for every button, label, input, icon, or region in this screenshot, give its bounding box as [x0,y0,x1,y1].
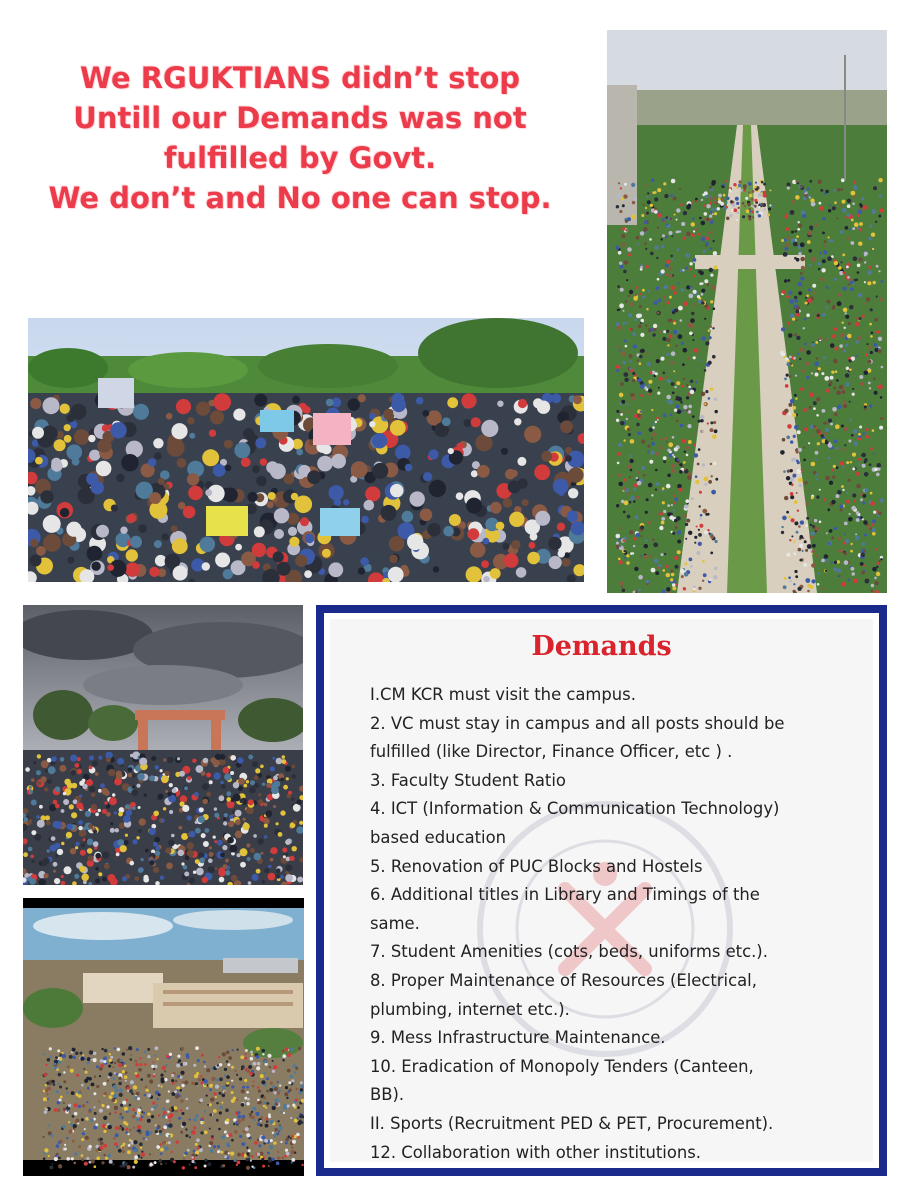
demands-title: Demands [531,631,672,662]
demands-list [370,681,870,1167]
demand-item: 5. Renovation of PUC Blocks and Hostels [370,856,703,876]
demand-item: 6. Additional titles in Library and Timings of the [370,885,760,905]
protest-crowd-photo [28,318,584,582]
campus-gate-crowd-photo [23,605,303,885]
demand-item: fulfilled (like Director, Finance Officer, etc ) . [370,742,733,762]
demand-item: BB). [370,1085,405,1105]
campus-aerial-photo [23,898,304,1176]
demand-item: 2. VC must stay in campus and all posts should be [370,713,785,733]
headline-line: Untill our Demands was not [73,101,527,135]
demand-item: 8. Proper Maintenance of Resources (Electrical, [370,970,757,990]
demand-item: 9. Mess Infrastructure Maintenance. [370,1028,666,1048]
headline-line: We don’t and No one can stop. [48,181,552,215]
demands-panel [330,619,873,1162]
aerial-avenue-photo [607,30,887,593]
demand-item: based education [370,827,507,847]
demand-item: plumbing, internet etc.). [370,999,570,1019]
demand-item: 7. Student Amenities (cots, beds, uniforms etc.). [370,942,768,962]
headline [40,58,560,218]
headline-line: We RGUKTIANS didn’t stop [79,61,521,95]
demand-item: II. Sports (Recruitment PED & PET, Procurement). [370,1113,774,1133]
demand-item: 12. Collaboration with other institutions. [370,1142,702,1162]
headline-line: fulfilled by Govt. [163,141,437,175]
demand-item: same. [370,913,420,933]
demand-item: I.CM KCR must visit the campus. [370,685,636,704]
demands-card [316,605,887,1176]
demand-item: 10. Eradication of Monopoly Tenders (Canteen, [370,1056,754,1076]
demand-item: 4. ICT (Information & Communication Technology) [370,799,780,819]
demand-item: 3. Faculty Student Ratio [370,770,566,790]
